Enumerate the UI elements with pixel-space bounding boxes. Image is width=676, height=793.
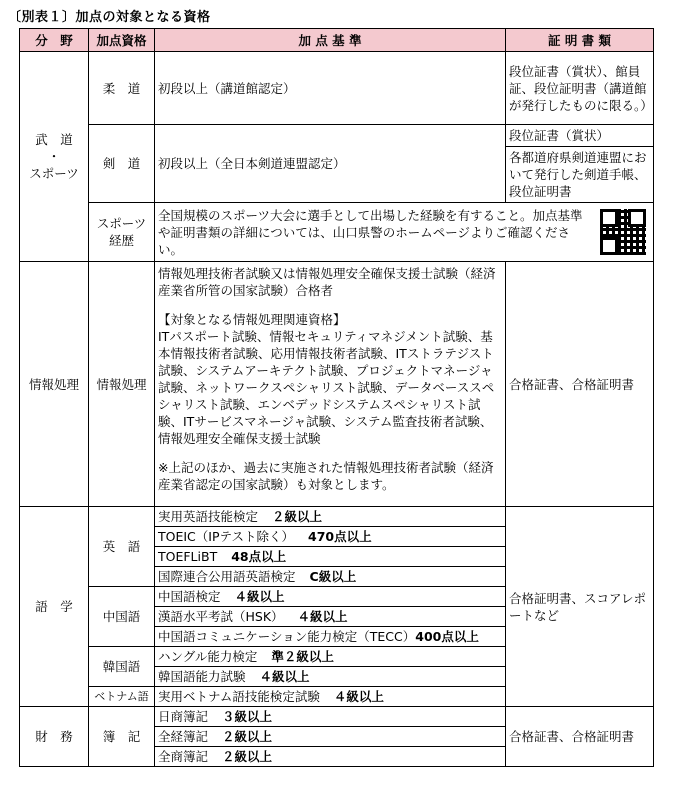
qualification-table [19, 28, 654, 767]
list-item: 実用ベトナム語技能検定試験 ４級以上 [155, 687, 506, 707]
list-item: 実用英語技能検定 ２級以上 [155, 507, 506, 527]
qual-judo: 柔 道 [89, 52, 155, 125]
criteria-sports: 全国規模のスポーツ大会に選手として出場した経験を有すること。加点基準や証明書類の詳細については、山口県警のホームページよりご確認ください。 [155, 203, 654, 262]
list-item: 国際連合公用語英語検定 C級以上 [155, 567, 506, 587]
table-row-judo [20, 52, 654, 125]
docs-language: 合格証明書、スコアレポートなど [506, 507, 654, 707]
field-info: 情報処理 [20, 262, 89, 507]
qual-info: 情報処理 [89, 262, 155, 507]
qual-vietnamese: ベトナム語 [89, 687, 155, 707]
qual-sports: スポーツ 経歴 [89, 203, 155, 262]
info-line1: 情報処理技術者試験又は情報処理安全確保支援士試験（経済産業省所管の国家試験）合格者 [158, 266, 496, 298]
list-item: 日商簿記 ３級以上 [155, 707, 506, 727]
docs-info: 合格証書、合格証明書 [506, 262, 654, 507]
criteria-kendo: 初段以上（全日本剣道連盟認定） [155, 125, 506, 203]
criteria-info [155, 262, 506, 507]
docs-finance: 合格証書、合格証明書 [506, 707, 654, 767]
docs-judo: 段位証書（賞状）、館員証、段位証明書（講道館が発行したものに限る。） [506, 52, 654, 125]
table-row-info [20, 262, 654, 507]
list-item: TOEFLiBT 48点以上 [155, 547, 506, 567]
qual-english: 英 語 [89, 507, 155, 587]
docs-kendo-2: 各都道府県剣道連盟において発行した剣道手帳、段位証明書 [509, 150, 647, 199]
header-field: 分 野 [20, 29, 89, 52]
info-list: ITパスポート試験、情報セキュリティマネジメント試験、基本情報技術者試験、応用情報技術者試験、ITストラテジスト試験、システムアーキテクト試験、プロジェクトマネージャ試験、ネットワークスペシャリスト試験、データベーススペシャリスト試験、エンベデッドシステムスペシャリスト試験、ITサービスマネージャ試験、システム監査技術者試験、情報処理安全確保支援士試験 [158, 329, 495, 446]
list-item: 中国語検定 ４級以上 [155, 587, 506, 607]
list-item: TOEIC（IPテスト除く） 470点以上 [155, 527, 506, 547]
table-row-kendo [20, 125, 654, 203]
field-finance: 財 務 [20, 707, 89, 767]
table-caption: 〔別表１〕加点の対象となる資格 [8, 10, 211, 25]
docs-kendo-1: 段位証書（賞状） [506, 125, 653, 147]
list-item: 漢語水平考試（HSK） ４級以上 [155, 607, 506, 627]
criteria-judo: 初段以上（講道館認定） [155, 52, 506, 125]
list-item: 全商簿記 ２級以上 [155, 747, 506, 767]
list-item: 韓国語能力試験 ４級以上 [155, 667, 506, 687]
header-qualification: 加点資格 [89, 29, 155, 52]
table-row-bookkeeping-1 [20, 707, 654, 727]
info-heading: 【対象となる情報処理関連資格】 [158, 312, 346, 327]
header-row [20, 29, 654, 52]
table-row-english-1 [20, 507, 654, 527]
header-criteria: 加 点 基 準 [155, 29, 506, 52]
field-language: 語 学 [20, 507, 89, 707]
qual-kendo: 剣 道 [89, 125, 155, 203]
list-item: 全経簿記 ２級以上 [155, 727, 506, 747]
list-item: 中国語コミュニケーション能力検定（TECC）400点以上 [155, 627, 506, 647]
header-documents: 証 明 書 類 [506, 29, 654, 52]
qual-chinese: 中国語 [89, 587, 155, 647]
list-item: ハングル能力検定 準２級以上 [155, 647, 506, 667]
docs-kendo [506, 125, 654, 203]
field-budo-sports: 武 道 ・ スポーツ [20, 52, 89, 262]
info-note: ※上記のほか、過去に実施された情報処理技術者試験（経済産業省認定の国家試験）も対象とします。 [158, 460, 494, 492]
table-row-sports [20, 203, 654, 262]
qr-code-icon[interactable] [600, 209, 646, 255]
qual-korean: 韓国語 [89, 647, 155, 687]
qual-bookkeeping: 簿 記 [89, 707, 155, 767]
